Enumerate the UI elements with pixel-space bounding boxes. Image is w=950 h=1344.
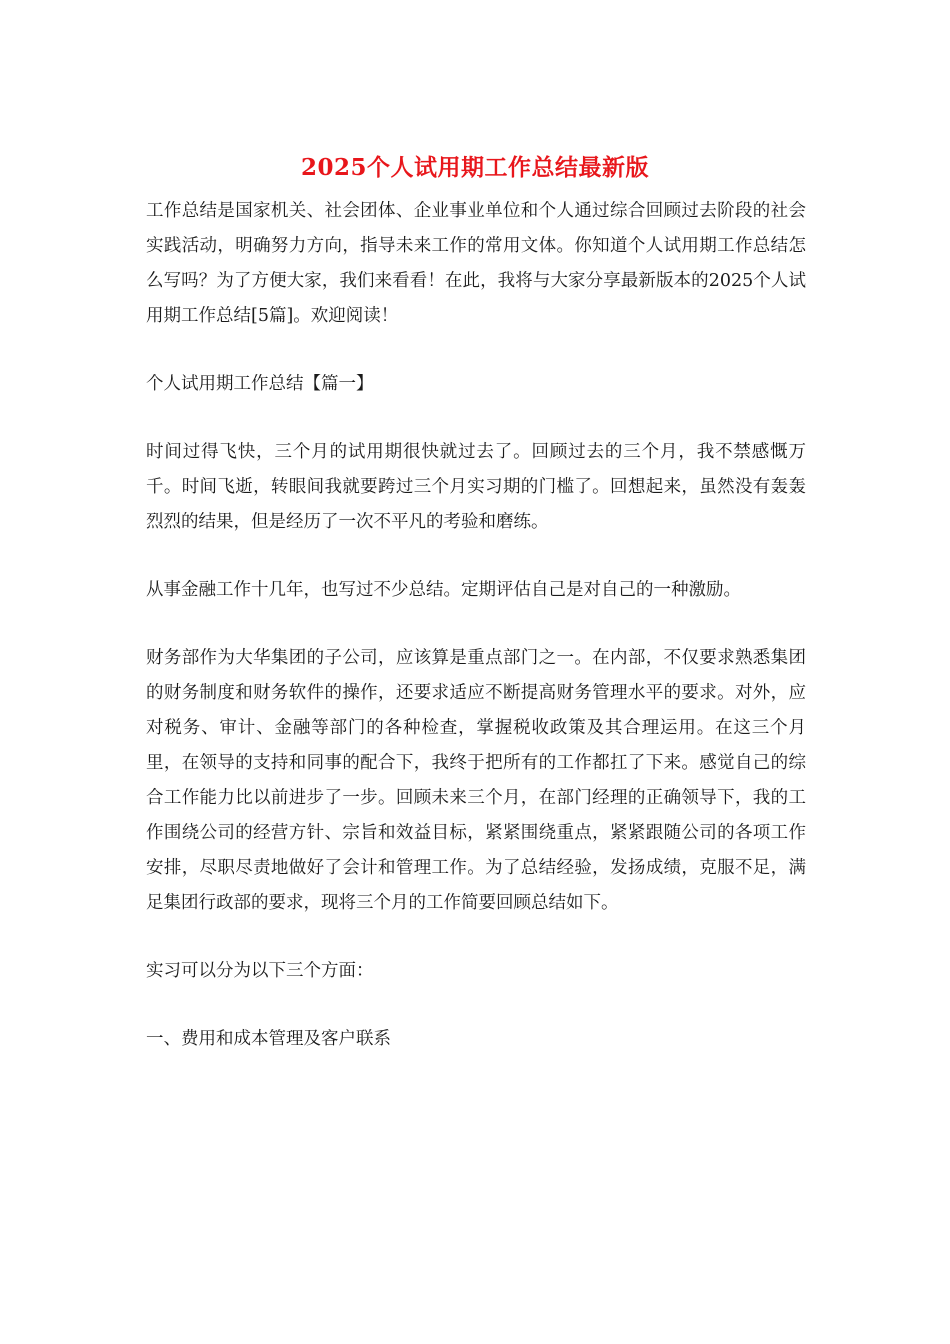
body-paragraph: 实习可以分为以下三个方面： [146, 961, 374, 981]
body-paragraph: 从事金融工作十几年，也写过不少总结。定期评估自己是对自己的一种激励。 [146, 580, 741, 600]
body-paragraph: 财务部作为大华集团的子公司，应该算是重点部门之一。在内部，不仅要求熟悉集团的财务制度和财务软件的操作，还要求适应不断提高财务管理水平的要求。对外，应对税务、审计、金融等部门的各种检查，掌握税收政策及其合理运用。在这三个月里，在领导的支持和同事的配合下，我终于把所有的工作都扛了下来。感觉自己的综合工作能力比以前进步了一步。回顾未来三个月，在部门经理的正确领导下，我的工作围绕公司的经营方针、宗旨和效益目标，紧紧围绕重点，紧紧跟随公司的各项工作安排，尽职尽责地做好了会计和管理工作。为了总结经验，发扬成绩，克服不足，满足集团行政部的要求，现将三个月的工作简要回顾总结如下。 [146, 648, 806, 913]
intro-paragraph: 工作总结是国家机关、社会团体、企业事业单位和个人通过综合回顾过去阶段的社会实践活动，明确努力方向，指导未来工作的常用文体。你知道个人试用期工作总结怎么写吗？为了方便大家，我们来看看！在此，我将与大家分享最新版本的2025个人试用期工作总结[5篇]。欢迎阅读！ [146, 201, 806, 326]
document-title: 2025个人试用期工作总结最新版 [300, 154, 649, 181]
section-heading-part-one: 个人试用期工作总结【篇一】 [146, 374, 374, 394]
subsection-heading: 一、费用和成本管理及客户联系 [146, 1029, 391, 1049]
document-body [146, 194, 806, 1057]
body-paragraph: 时间过得飞快，三个月的试用期很快就过去了。回顾过去的三个月，我不禁感慨万千。时间飞逝，转眼间我就要跨过三个月实习期的门槛了。回想起来，虽然没有轰轰烈烈的结果，但是经历了一次不平凡的考验和磨练。 [146, 442, 806, 532]
